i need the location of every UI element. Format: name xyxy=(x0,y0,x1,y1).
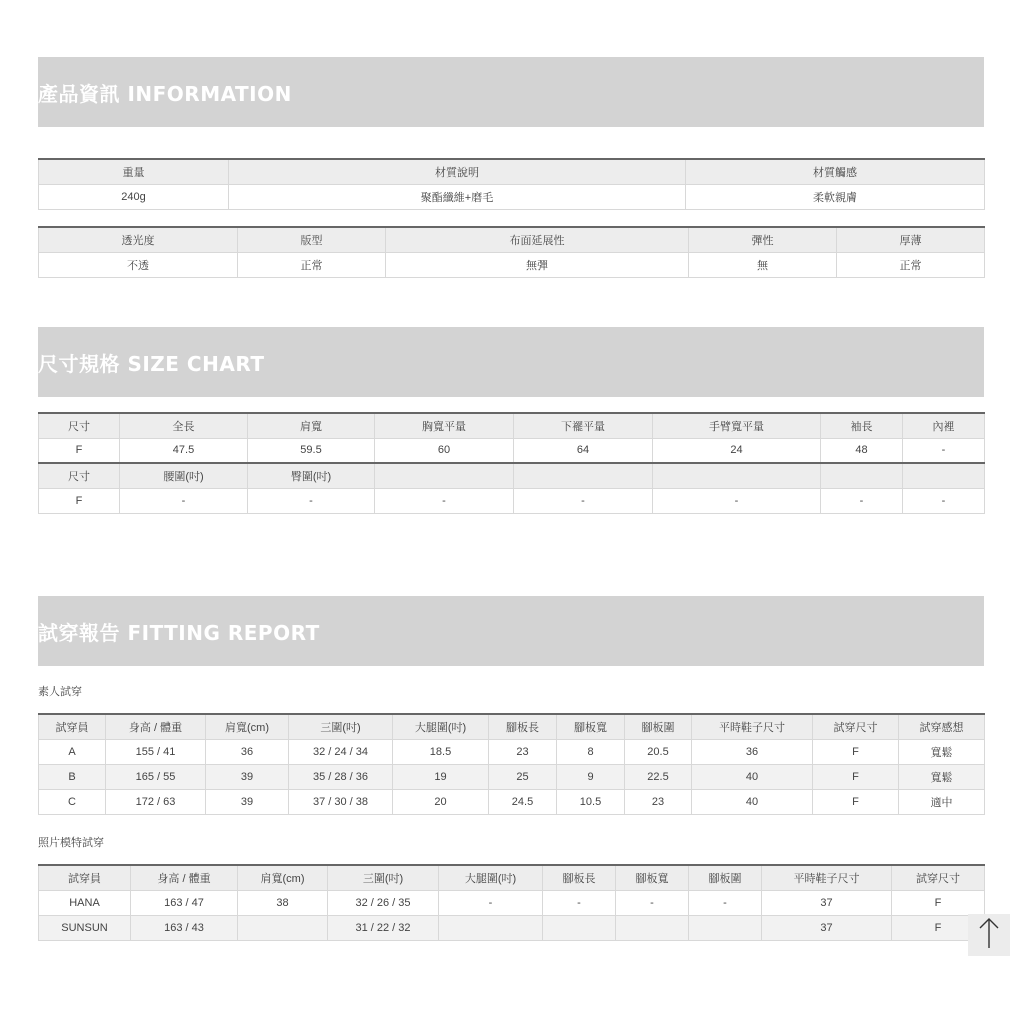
amateur-cell: B xyxy=(39,764,106,789)
model-header: 試穿員 xyxy=(39,865,131,890)
info2-value: 不透 xyxy=(39,252,238,277)
amateur-header: 腳板寬 xyxy=(557,714,625,739)
amateur-header: 肩寬(cm) xyxy=(206,714,289,739)
table-row xyxy=(39,915,985,940)
model-header: 肩寬(cm) xyxy=(238,865,328,890)
info2-value: 正常 xyxy=(238,252,386,277)
size-cell: 48 xyxy=(821,438,903,463)
amateur-cell: F xyxy=(813,739,899,764)
info-table-1 xyxy=(38,158,985,210)
size-cell: - xyxy=(514,488,653,513)
amateur-header: 腳板圍 xyxy=(625,714,692,739)
size-cell: 64 xyxy=(514,438,653,463)
amateur-header: 試穿員 xyxy=(39,714,106,739)
info1-value: 聚酯纖維+磨毛 xyxy=(229,184,686,209)
model-cell xyxy=(439,915,543,940)
table-row xyxy=(39,739,985,764)
size-cell: 胸寬平量 xyxy=(375,413,514,438)
size-cell xyxy=(375,463,514,488)
amateur-cell: 19 xyxy=(393,764,489,789)
amateur-header: 試穿感想 xyxy=(899,714,985,739)
size-cell xyxy=(903,463,985,488)
model-cell: - xyxy=(543,890,616,915)
model-cell: 32 / 26 / 35 xyxy=(328,890,439,915)
model-header: 腳板圍 xyxy=(689,865,762,890)
info2-header: 彈性 xyxy=(689,227,837,252)
amateur-cell: C xyxy=(39,789,106,814)
size-cell: F xyxy=(39,488,120,513)
amateur-cell: 32 / 24 / 34 xyxy=(289,739,393,764)
amateur-header: 平時鞋子尺寸 xyxy=(692,714,813,739)
amateur-cell: 36 xyxy=(692,739,813,764)
fitting-title: 試穿報告 FITTING REPORT xyxy=(38,620,320,645)
model-cell: HANA xyxy=(39,890,131,915)
info2-value: 無彈 xyxy=(386,252,689,277)
model-fitting-label: 照片模特試穿 xyxy=(38,837,104,849)
amateur-header: 腳板長 xyxy=(489,714,557,739)
amateur-cell: 40 xyxy=(692,764,813,789)
amateur-cell: 寬鬆 xyxy=(899,739,985,764)
size-cell: 尺寸 xyxy=(39,463,120,488)
size-cell: 59.5 xyxy=(248,438,375,463)
model-header: 腳板寬 xyxy=(616,865,689,890)
amateur-header: 三圍(吋) xyxy=(289,714,393,739)
amateur-cell: 20 xyxy=(393,789,489,814)
amateur-cell: F xyxy=(813,789,899,814)
amateur-cell: 9 xyxy=(557,764,625,789)
size-cell: - xyxy=(903,488,985,513)
size-cell: - xyxy=(821,488,903,513)
size-cell: 肩寬 xyxy=(248,413,375,438)
amateur-cell: 39 xyxy=(206,789,289,814)
model-header: 三圍(吋) xyxy=(328,865,439,890)
size-cell: 下襬平量 xyxy=(514,413,653,438)
info2-header: 厚薄 xyxy=(837,227,985,252)
amateur-cell: 36 xyxy=(206,739,289,764)
model-cell: SUNSUN xyxy=(39,915,131,940)
model-cell xyxy=(238,915,328,940)
arrow-up-icon xyxy=(978,916,1000,955)
amateur-cell: 35 / 28 / 36 xyxy=(289,764,393,789)
amateur-cell: 39 xyxy=(206,764,289,789)
size-cell: 全長 xyxy=(120,413,248,438)
info2-value: 無 xyxy=(689,252,837,277)
amateur-cell: 37 / 30 / 38 xyxy=(289,789,393,814)
size-title: 尺寸規格 SIZE CHART xyxy=(38,351,265,376)
info2-value: 正常 xyxy=(837,252,985,277)
model-cell: 163 / 43 xyxy=(131,915,238,940)
model-cell: F xyxy=(892,890,985,915)
info1-header: 重量 xyxy=(39,159,229,184)
amateur-cell: 155 / 41 xyxy=(106,739,206,764)
info1-value: 柔軟親膚 xyxy=(686,184,985,209)
info2-header: 版型 xyxy=(238,227,386,252)
back-to-top-button[interactable] xyxy=(968,914,1010,956)
size-cell: 臀圍(吋) xyxy=(248,463,375,488)
model-cell xyxy=(543,915,616,940)
model-cell: 37 xyxy=(762,915,892,940)
size-cell: - xyxy=(375,488,514,513)
amateur-cell: 23 xyxy=(625,789,692,814)
amateur-cell: 172 / 63 xyxy=(106,789,206,814)
amateur-cell: 22.5 xyxy=(625,764,692,789)
amateur-cell: 20.5 xyxy=(625,739,692,764)
model-cell: 31 / 22 / 32 xyxy=(328,915,439,940)
size-cell: 袖長 xyxy=(821,413,903,438)
amateur-cell: 24.5 xyxy=(489,789,557,814)
size-cell: 60 xyxy=(375,438,514,463)
size-cell: - xyxy=(120,488,248,513)
model-cell: F xyxy=(892,915,985,940)
info-banner xyxy=(38,57,984,127)
amateur-cell: 寬鬆 xyxy=(899,764,985,789)
size-cell: 手臂寬平量 xyxy=(653,413,821,438)
model-cell: 38 xyxy=(238,890,328,915)
model-header: 試穿尺寸 xyxy=(892,865,985,890)
amateur-cell: 40 xyxy=(692,789,813,814)
size-cell: 內裡 xyxy=(903,413,985,438)
size-cell: - xyxy=(248,488,375,513)
size-chart-table xyxy=(38,412,985,514)
size-banner xyxy=(38,327,984,397)
size-cell: - xyxy=(903,438,985,463)
model-header: 身高 / 體重 xyxy=(131,865,238,890)
amateur-cell: A xyxy=(39,739,106,764)
amateur-cell: 23 xyxy=(489,739,557,764)
amateur-cell: 25 xyxy=(489,764,557,789)
amateur-fitting-label: 素人試穿 xyxy=(38,686,82,698)
fitting-banner xyxy=(38,596,984,666)
info-title: 產品資訊 INFORMATION xyxy=(38,81,292,106)
info2-header: 透光度 xyxy=(39,227,238,252)
info1-header: 材質觸感 xyxy=(686,159,985,184)
info2-header: 布面延展性 xyxy=(386,227,689,252)
table-row xyxy=(39,764,985,789)
model-fitting-table xyxy=(38,864,985,941)
model-cell xyxy=(616,915,689,940)
info-table-2 xyxy=(38,226,985,278)
table-row xyxy=(39,890,985,915)
amateur-header: 身高 / 體重 xyxy=(106,714,206,739)
model-cell: - xyxy=(439,890,543,915)
size-cell xyxy=(514,463,653,488)
size-cell: 尺寸 xyxy=(39,413,120,438)
amateur-fitting-table xyxy=(38,713,985,815)
model-header: 大腿圍(吋) xyxy=(439,865,543,890)
amateur-header: 試穿尺寸 xyxy=(813,714,899,739)
model-cell: - xyxy=(689,890,762,915)
size-cell: F xyxy=(39,438,120,463)
model-cell xyxy=(689,915,762,940)
info1-header: 材質說明 xyxy=(229,159,686,184)
info1-value: 240g xyxy=(39,184,229,209)
amateur-cell: 10.5 xyxy=(557,789,625,814)
size-cell: 47.5 xyxy=(120,438,248,463)
amateur-cell: 8 xyxy=(557,739,625,764)
size-cell: - xyxy=(653,488,821,513)
amateur-cell: 165 / 55 xyxy=(106,764,206,789)
model-cell: - xyxy=(616,890,689,915)
table-row xyxy=(39,789,985,814)
amateur-header: 大腿圍(吋) xyxy=(393,714,489,739)
amateur-cell: 18.5 xyxy=(393,739,489,764)
model-cell: 37 xyxy=(762,890,892,915)
model-header: 腳板長 xyxy=(543,865,616,890)
size-cell xyxy=(821,463,903,488)
amateur-cell: 適中 xyxy=(899,789,985,814)
size-cell: 24 xyxy=(653,438,821,463)
size-cell: 腰圍(吋) xyxy=(120,463,248,488)
size-cell xyxy=(653,463,821,488)
model-cell: 163 / 47 xyxy=(131,890,238,915)
model-header: 平時鞋子尺寸 xyxy=(762,865,892,890)
amateur-cell: F xyxy=(813,764,899,789)
